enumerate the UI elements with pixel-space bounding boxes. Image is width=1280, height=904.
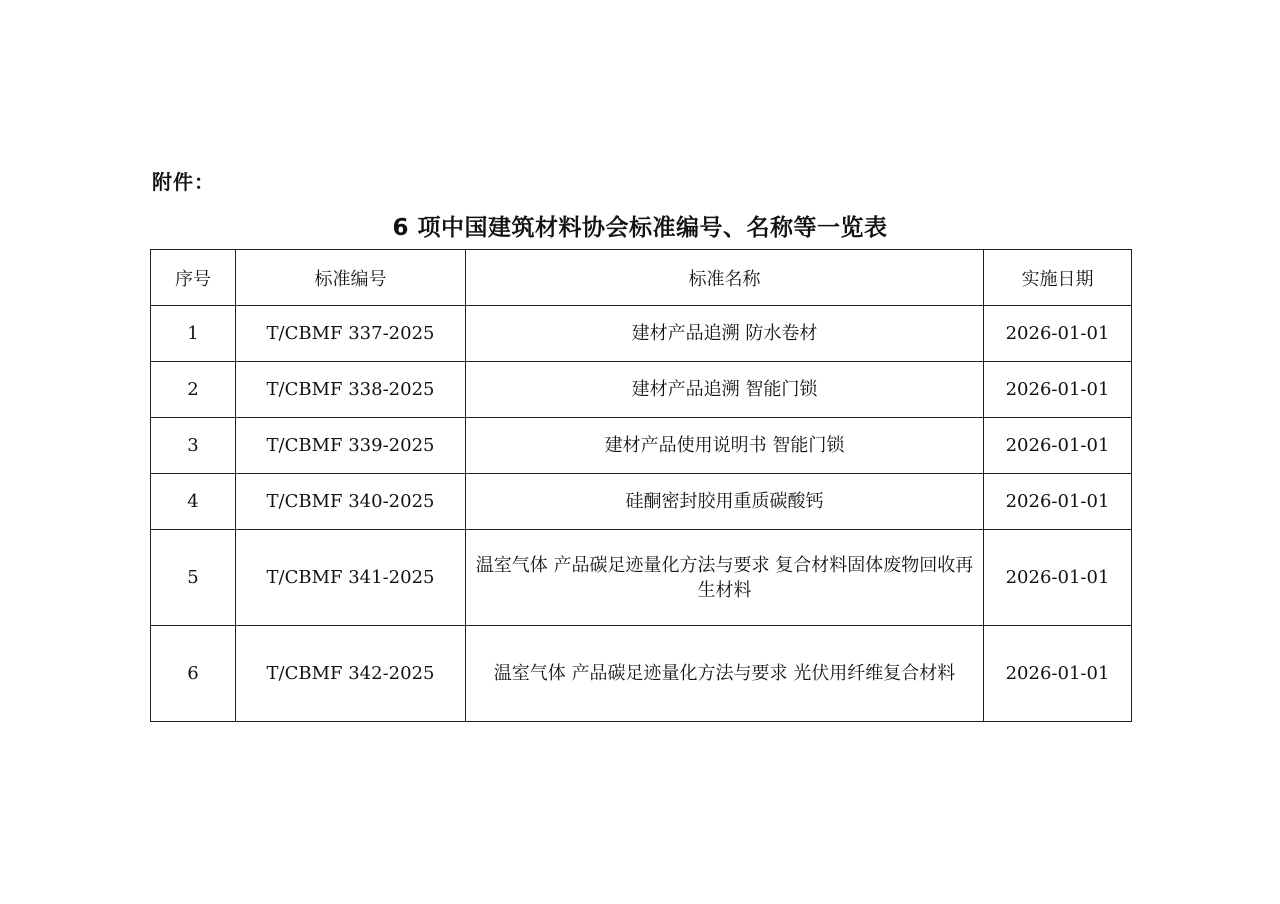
row-name: 温室气体 产品碳足迹量化方法与要求 光伏用纤维复合材料 (466, 626, 984, 722)
row-name: 硅酮密封胶用重质碳酸钙 (466, 474, 984, 530)
table-row (151, 306, 1132, 362)
standards-table (150, 249, 1132, 722)
row-date: 2026-01-01 (984, 418, 1132, 474)
table-row (151, 474, 1132, 530)
row-code: T/CBMF 342-2025 (236, 626, 466, 722)
row-date: 2026-01-01 (984, 362, 1132, 418)
row-name: 温室气体 产品碳足迹量化方法与要求 复合材料固体废物回收再生材料 (466, 530, 984, 626)
table-row (151, 418, 1132, 474)
row-code: T/CBMF 337-2025 (236, 306, 466, 362)
table-row (151, 530, 1132, 626)
header-name: 标准名称 (466, 250, 984, 306)
row-code: T/CBMF 340-2025 (236, 474, 466, 530)
row-code: T/CBMF 338-2025 (236, 362, 466, 418)
row-index: 2 (151, 362, 236, 418)
table-row (151, 362, 1132, 418)
row-date: 2026-01-01 (984, 306, 1132, 362)
row-date: 2026-01-01 (984, 474, 1132, 530)
header-code: 标准编号 (236, 250, 466, 306)
row-index: 4 (151, 474, 236, 530)
row-name: 建材产品追溯 智能门锁 (466, 362, 984, 418)
row-index: 6 (151, 626, 236, 722)
page-title: 6 项中国建筑材料协会标准编号、名称等一览表 (392, 215, 888, 241)
header-date: 实施日期 (984, 250, 1132, 306)
row-date: 2026-01-01 (984, 530, 1132, 626)
row-code: T/CBMF 341-2025 (236, 530, 466, 626)
table-header-row (151, 250, 1132, 306)
row-index: 3 (151, 418, 236, 474)
header-index: 序号 (151, 250, 236, 306)
row-index: 1 (151, 306, 236, 362)
row-index: 5 (151, 530, 236, 626)
table-row (151, 626, 1132, 722)
row-date: 2026-01-01 (984, 626, 1132, 722)
row-code: T/CBMF 339-2025 (236, 418, 466, 474)
attachment-label: 附件： (152, 170, 215, 194)
row-name: 建材产品追溯 防水卷材 (466, 306, 984, 362)
row-name: 建材产品使用说明书 智能门锁 (466, 418, 984, 474)
